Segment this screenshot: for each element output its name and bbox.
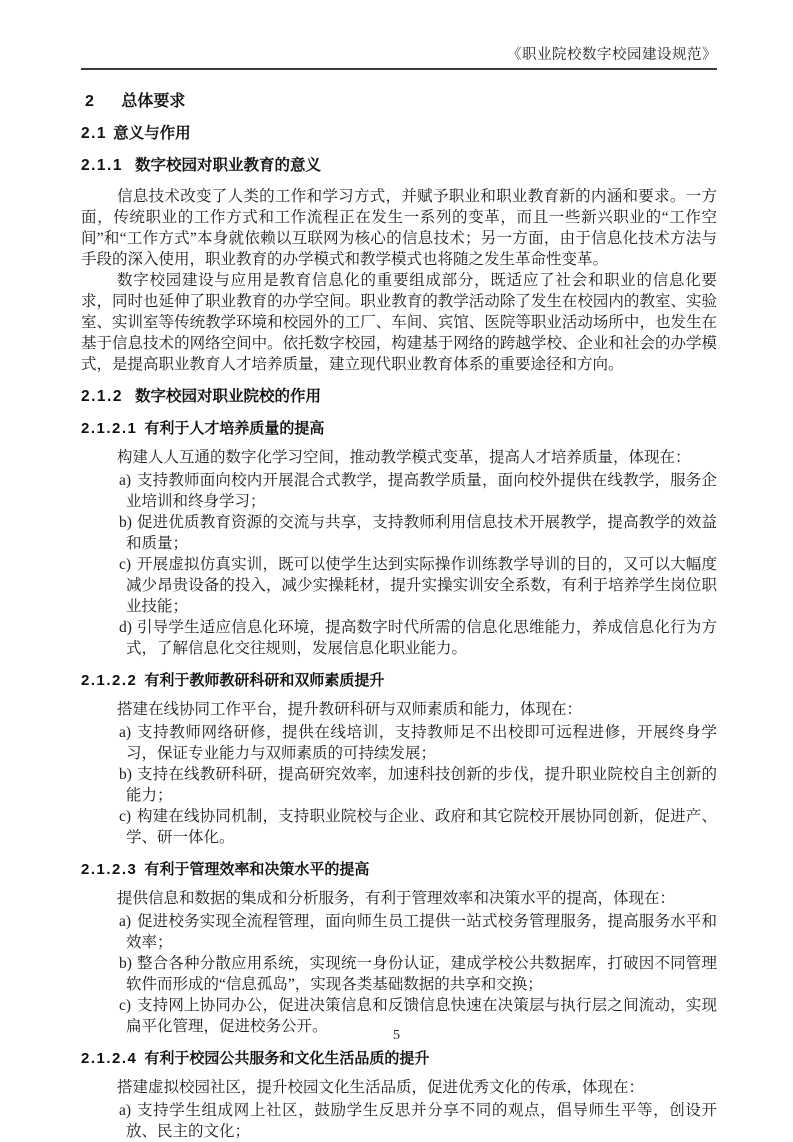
list-item: [119, 722, 717, 764]
list-item-label: b): [119, 955, 132, 972]
list-item: [119, 764, 717, 806]
heading-section-2-1-2-2: [81, 671, 717, 691]
lettered-list: [81, 722, 717, 848]
heading-title: 数字校园对职业教育的意义: [134, 157, 321, 174]
heading-number: 2.1.2.4: [81, 1050, 138, 1067]
list-item-text: 开展虚拟仿真实训，既可以使学生达到实际操作训练教学导训的目的，又可以大幅度减少昂贵设备的投入，减少实操耗材，提升实操实训安全系数，有利于培养学生岗位职业技能；: [126, 556, 717, 615]
lettered-list: [81, 1100, 717, 1142]
list-item: [119, 953, 717, 995]
heading-section-2-1-2-4: [81, 1049, 717, 1069]
paragraph: 数字校园建设与应用是教育信息化的重要组成部分，既适应了社会和职业的信息化要求，同时也延伸了职业教育的办学空间。职业教育的教学活动除了发生在校园内的教室、实验室、实训室等传统教学环境和校园外的工厂、车间、宾馆、医院等职业活动场所中，也发生在基于信息技术的网络空间中。依托数字校园，构建基于网络的跨越学校、企业和社会的办学模式，是提高职业教育人才培养质量，建立现代职业教育体系的重要途径和方向。: [81, 272, 717, 373]
list-item-label: c): [119, 556, 132, 573]
heading-number: 2.1: [81, 125, 108, 142]
list-item-label: a): [119, 913, 132, 930]
heading-number: 2.1.2: [81, 388, 123, 405]
section-intro: 提供信息和数据的集成和分析服务，有利于管理效率和决策水平的提高，体现在：: [117, 890, 676, 907]
list-item: [119, 617, 717, 659]
heading-section-2-1-2-3: [81, 860, 717, 880]
paragraph: 信息技术改变了人类的工作和学习方式，并赋予职业和职业教育新的内涵和要求。一方面，传统职业的工作方式和工作流程正在发生一系列的变革，而且一些新兴职业的“工作空间”和“工作方式”本身就依赖以互联网为核心的信息技术；另一方面，由于信息化技术方法与手段的深入使用，职业教育的办学模式和教学模式也将随之发生革命性变革。: [81, 188, 717, 268]
list-item-text: 促进校务实现全流程管理，面向师生员工提供一站式校务管理服务，提高服务水平和效率；: [126, 913, 717, 951]
section-intro: 搭建虚拟校园社区，提升校园文化生活品质，促进优秀文化的传承，体现在：: [117, 1079, 645, 1096]
list-item-text: 促进优质教育资源的交流与共享，支持教师利用信息技术开展教学，提高教学的效益和质量；: [126, 514, 717, 552]
list-item-text: 支持在线教研科研，提高研究效率，加速科技创新的步伐，提升职业院校自主创新的能力；: [126, 766, 717, 804]
heading-title: 数字校园对职业院校的作用: [134, 388, 321, 405]
list-item-label: a): [119, 472, 132, 489]
list-item-label: c): [119, 808, 132, 825]
list-item: [119, 806, 717, 848]
lettered-list: [81, 470, 717, 659]
list-item-label: a): [119, 724, 132, 741]
list-item-label: d): [119, 619, 132, 636]
heading-number: 2.1.2.3: [81, 861, 138, 878]
list-item-label: b): [119, 766, 132, 783]
header-rule: [81, 68, 717, 70]
list-item-label: a): [119, 1102, 132, 1119]
heading-section-2-1-1: [81, 156, 717, 176]
heading-number: 2.1.1: [81, 157, 123, 174]
list-item-text: 构建在线协同机制，支持职业院校与企业、政府和其它院校开展协同创新，促进产、学、研一体化。: [126, 808, 717, 846]
heading-number: 2.1.2.1: [81, 420, 138, 437]
heading-section-2-1: [81, 124, 717, 144]
heading-title: 有利于教师教研科研和双师素质提升: [144, 672, 385, 689]
list-item: [119, 1100, 717, 1142]
list-item: [119, 512, 717, 554]
list-item-text: 引导学生适应信息化环境，提高数字时代所需的信息化思维能力，养成信息化行为方式，了解信息化交往规则，发展信息化职业能力。: [126, 619, 717, 657]
list-item: [119, 554, 717, 617]
list-item-text: 整合各种分散应用系统，实现统一身份认证，建成学校公共数据库，打破因不同管理软件而形成的“信息孤岛”，实现各类基础数据的共享和交换；: [126, 955, 717, 993]
list-item-text: 支持学生组成网上社区，鼓励学生反思并分享不同的观点，倡导师生平等，创设开放、民主的文化；: [126, 1102, 717, 1140]
list-item-label: c): [119, 997, 132, 1014]
list-item: [119, 911, 717, 953]
heading-section-2-1-2: [81, 387, 717, 407]
heading-number: 2: [85, 93, 96, 110]
section-intro: 构建人人互通的数字化学习空间，推动教学模式变革，提高人才培养质量，体现在：: [117, 449, 691, 466]
running-header: [81, 46, 717, 70]
page-number: 5: [393, 1028, 400, 1043]
section-intro: 搭建在线协同工作平台，提升教研科研与双师素质和能力，体现在：: [117, 701, 583, 718]
list-item: [119, 470, 717, 512]
heading-title: 有利于人才培养质量的提高: [144, 420, 325, 437]
list-item-text: 支持网上协同办公，促进决策信息和反馈信息快速在决策层与执行层之间流动，实现扁平化管理，促进校务公开。: [126, 997, 717, 1035]
list-item-text: 支持教师面向校内开展混合式教学，提高教学质量，面向校外提供在线教学，服务企业培训和终身学习；: [126, 472, 717, 510]
document-title: 《职业院校数字校园建设规范》: [507, 47, 717, 63]
heading-title: 有利于校园公共服务和文化生活品质的提升: [144, 1050, 430, 1067]
lettered-list: [81, 911, 717, 1037]
heading-number: 2.1.2.2: [81, 672, 138, 689]
heading-title: 总体要求: [121, 93, 186, 110]
list-item-label: b): [119, 514, 132, 531]
heading-title: 意义与作用: [113, 125, 191, 142]
heading-section-2-1-2-1: [81, 419, 717, 439]
heading-chapter: [85, 92, 717, 112]
heading-title: 有利于管理效率和决策水平的提高: [144, 861, 370, 878]
list-item-text: 支持教师网络研修，提供在线培训，支持教师足不出校即可远程进修，开展终身学习，保证专业能力与双师素质的可持续发展；: [126, 724, 717, 762]
